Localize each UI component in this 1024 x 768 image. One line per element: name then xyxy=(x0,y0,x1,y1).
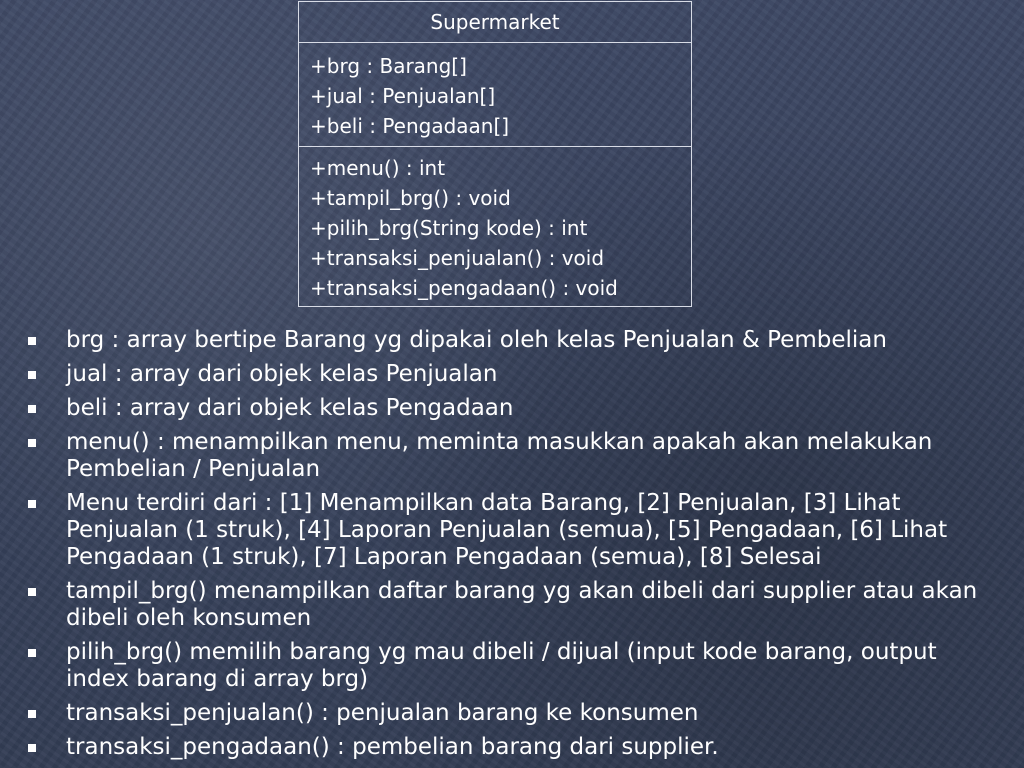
list-item xyxy=(24,361,999,388)
note-text: pilih_brg() memilih barang yg mau dibeli / dijual (input kode barang, output index barang di array brg) xyxy=(66,639,937,692)
note-text: transaksi_pengadaan() : pembelian barang dari supplier. xyxy=(66,734,719,760)
list-item xyxy=(24,490,999,571)
list-item xyxy=(24,734,999,761)
note-text: transaksi_penjualan() : penjualan barang ke konsumen xyxy=(66,700,699,726)
methods-section xyxy=(299,147,691,306)
list-item xyxy=(24,700,999,727)
method: +transaksi_pengadaan() : void xyxy=(310,276,618,300)
method: +menu() : int xyxy=(310,156,446,180)
note-text: tampil_brg() menampilkan daftar barang yg akan dibeli dari supplier atau akan dibeli oleh konsumen xyxy=(66,578,978,631)
method: +pilih_brg(String kode) : int xyxy=(310,216,588,240)
note-text: jual : array dari objek kelas Penjualan xyxy=(66,361,498,387)
note-text: brg : array bertipe Barang yg dipakai oleh kelas Penjualan & Pembelian xyxy=(66,327,887,353)
list-item xyxy=(24,578,999,632)
list-item xyxy=(24,327,999,354)
square-bullet-icon xyxy=(28,710,36,718)
note-text: Menu terdiri dari : [1] Menampilkan data Barang, [2] Penjualan, [3] Lihat Penjualan (1 struk), [4] Laporan Penjualan (semua), [5] Pengadaan, [6] Lihat Pengadaan (1 struk), [7] Laporan Pengadaan (semua), [8] Selesai xyxy=(66,490,948,570)
attributes-section xyxy=(299,43,691,147)
note-text: menu() : menampilkan menu, meminta masukkan apakah akan melakukan Pembelian / Penjualan xyxy=(66,429,933,482)
attribute: +brg : Barang[] xyxy=(310,54,467,78)
uml-class-box xyxy=(298,1,692,307)
list-item xyxy=(24,639,999,693)
note-text: beli : array dari objek kelas Pengadaan xyxy=(66,395,514,421)
notes-list xyxy=(24,327,999,768)
square-bullet-icon xyxy=(28,337,36,345)
class-name: Supermarket xyxy=(299,2,691,43)
list-item xyxy=(24,429,999,483)
square-bullet-icon xyxy=(28,405,36,413)
attribute: +jual : Penjualan[] xyxy=(310,84,496,108)
square-bullet-icon xyxy=(28,744,36,752)
square-bullet-icon xyxy=(28,439,36,447)
square-bullet-icon xyxy=(28,371,36,379)
method: +transaksi_penjualan() : void xyxy=(310,246,605,270)
square-bullet-icon xyxy=(28,500,36,508)
method: +tampil_brg() : void xyxy=(310,186,511,210)
attribute: +beli : Pengadaan[] xyxy=(310,114,510,138)
list-item xyxy=(24,395,999,422)
square-bullet-icon xyxy=(28,649,36,657)
square-bullet-icon xyxy=(28,588,36,596)
